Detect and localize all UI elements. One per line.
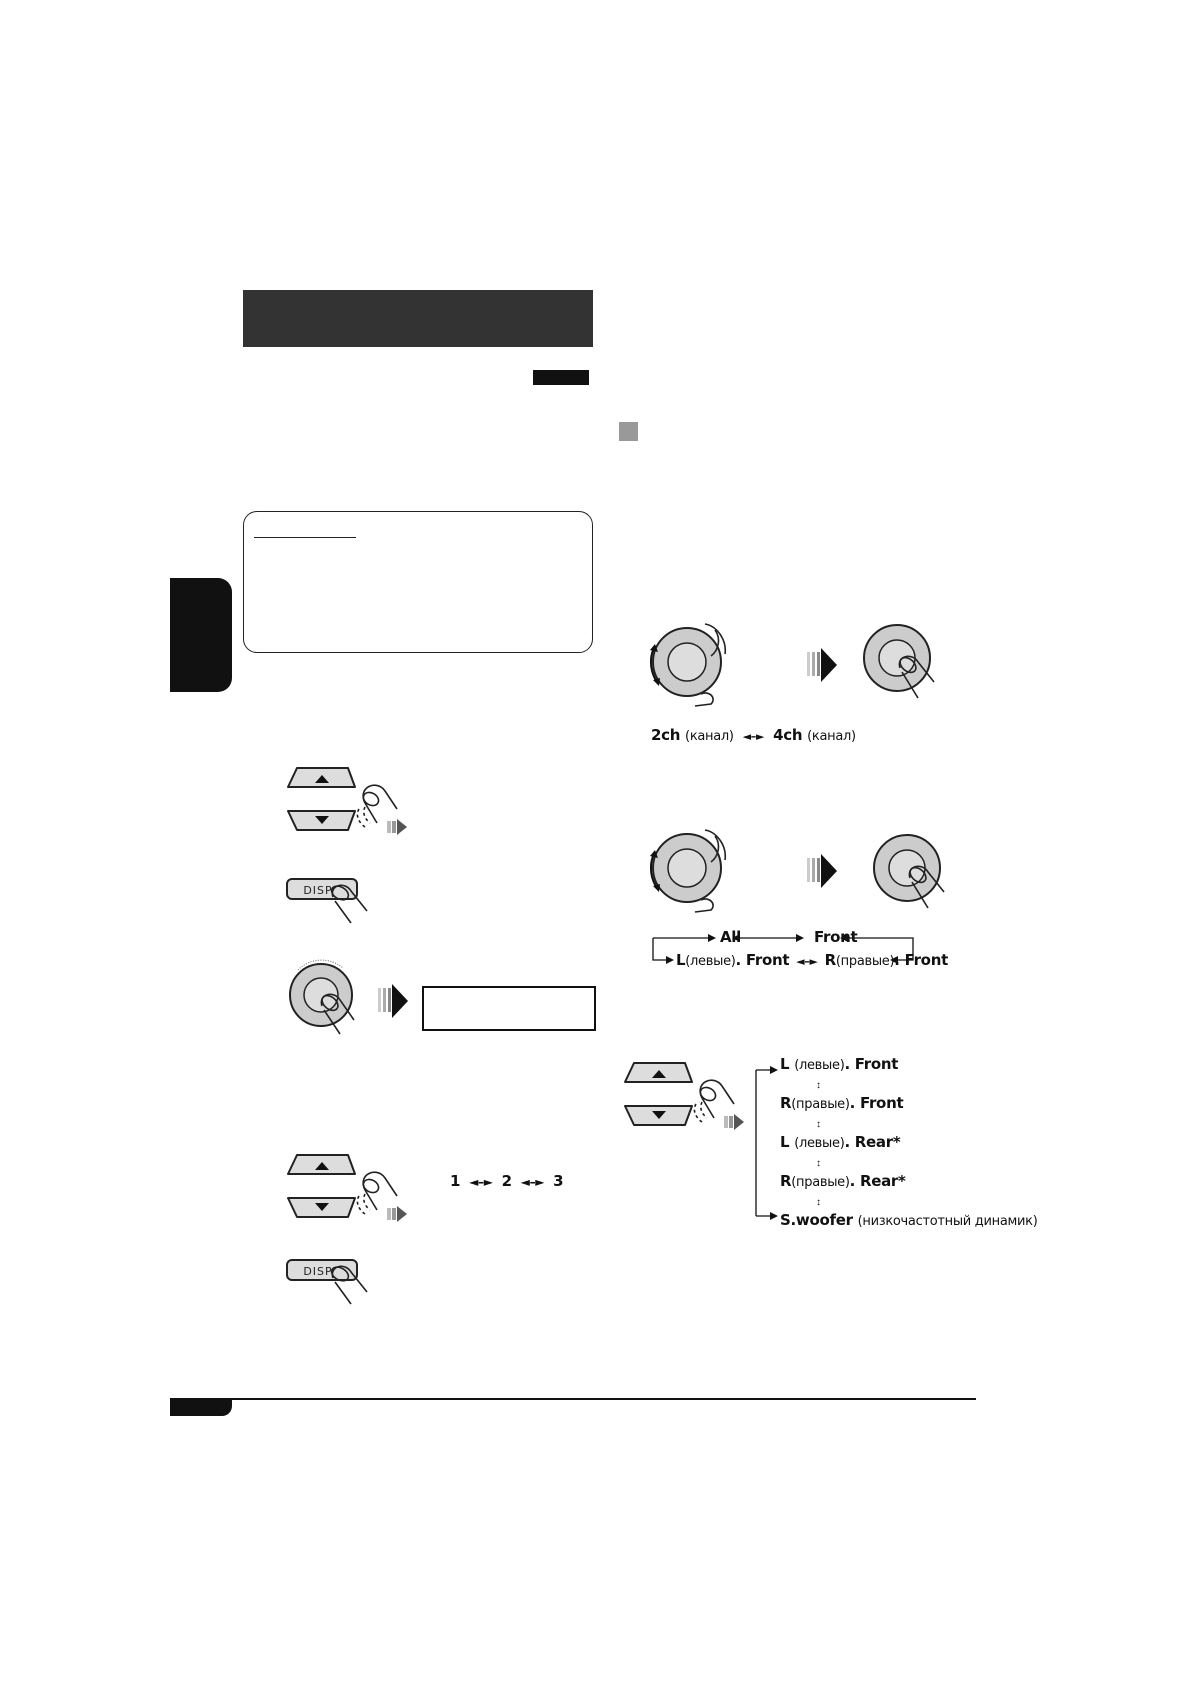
channel-2ch: 2ch xyxy=(651,726,681,744)
speaker-side: L xyxy=(780,1055,790,1073)
control-knob[interactable] xyxy=(653,628,721,696)
control-knob[interactable] xyxy=(864,625,930,691)
fader-l: L xyxy=(676,951,686,969)
disp-button-illustration-1 xyxy=(285,875,395,935)
footer-rule xyxy=(170,1398,976,1400)
section-marker-square xyxy=(619,422,638,441)
finger-icon xyxy=(357,1172,397,1214)
arrow-icon xyxy=(387,819,407,835)
up-arrow-button[interactable] xyxy=(625,1063,692,1082)
lcd-display-box xyxy=(422,986,596,1031)
speaker-asterisk: * xyxy=(892,1133,901,1151)
fader-r: R xyxy=(824,951,836,969)
up-down-buttons-illustration-1 xyxy=(285,765,425,865)
control-knob-illustration-left xyxy=(288,960,378,1040)
speaker-position: . Front xyxy=(844,1055,899,1073)
speaker-side: S.woofer xyxy=(780,1211,853,1229)
note-heading-underline xyxy=(254,537,356,538)
channel-mode-cycle xyxy=(651,726,856,744)
up-down-buttons-illustration-2 xyxy=(285,1152,425,1252)
display-cycle xyxy=(450,1172,563,1190)
arrow-icon xyxy=(807,848,843,894)
channel-4ch: 4ch xyxy=(773,726,803,744)
side-language-tab xyxy=(170,578,232,692)
updown-arrow-icon: ↕ xyxy=(816,1080,821,1091)
speaker-side: R xyxy=(780,1094,792,1112)
header-title-bar xyxy=(243,290,593,347)
speaker-note: (низкочастотный динамик) xyxy=(857,1214,1038,1229)
double-arrow-icon: ◄–► xyxy=(796,955,818,968)
channel-4ch-note: (канал) xyxy=(807,729,856,744)
disp-button[interactable] xyxy=(287,1260,357,1280)
speaker-side: L xyxy=(780,1133,790,1151)
disp-button[interactable] xyxy=(287,879,357,899)
list-item xyxy=(780,1055,990,1077)
control-knob[interactable] xyxy=(653,834,721,902)
press-knob-illustration-1 xyxy=(862,620,952,705)
up-arrow-button[interactable] xyxy=(288,768,355,787)
double-arrow-icon: ◄–► xyxy=(742,730,765,743)
rotate-knob-illustration-2 xyxy=(645,826,745,916)
list-item xyxy=(780,1094,990,1116)
arrow-icon xyxy=(387,1206,407,1222)
arrow-icon xyxy=(807,642,843,688)
cycle-value-3: 3 xyxy=(553,1172,564,1190)
speaker-list xyxy=(780,1055,1038,1233)
press-knob-illustration-2 xyxy=(872,830,962,915)
speaker-note: (правые) xyxy=(791,1097,850,1112)
fader-front: Front xyxy=(814,928,858,946)
down-arrow-button[interactable] xyxy=(288,1198,355,1217)
fader-left-front xyxy=(676,951,948,969)
fader-r-note: (правые) xyxy=(835,954,895,969)
up-down-buttons-illustration-3 xyxy=(622,1060,762,1160)
control-knob[interactable] xyxy=(290,960,352,1026)
up-arrow-button[interactable] xyxy=(288,1155,355,1174)
arrow-icon xyxy=(378,978,416,1024)
cycle-value-2: 2 xyxy=(501,1172,512,1190)
fader-all: All xyxy=(720,928,741,946)
down-arrow-button[interactable] xyxy=(288,811,355,830)
svg-text:DISP: DISP xyxy=(303,884,333,897)
header-badge xyxy=(533,370,589,385)
list-item xyxy=(780,1133,990,1155)
speaker-position: . Rear xyxy=(849,1172,899,1190)
rotate-knob-illustration-1 xyxy=(645,620,745,710)
cycle-value-1: 1 xyxy=(450,1172,461,1190)
finger-icon xyxy=(694,1080,734,1122)
list-item xyxy=(780,1211,1038,1233)
double-arrow-icon: ◄–► xyxy=(469,1175,493,1189)
down-arrow-button[interactable] xyxy=(625,1106,692,1125)
speaker-list-bracket xyxy=(750,1062,780,1222)
updown-arrow-icon: ↕ xyxy=(816,1119,821,1130)
speaker-side: R xyxy=(780,1172,792,1190)
svg-text:DISP: DISP xyxy=(303,1265,333,1278)
updown-arrow-icon: ↕ xyxy=(816,1197,821,1208)
double-arrow-icon: ◄–► xyxy=(520,1175,545,1189)
list-item xyxy=(780,1172,990,1194)
speaker-position: . Front xyxy=(849,1094,904,1112)
note-box xyxy=(243,511,593,653)
fader-l-note: (левые) xyxy=(685,954,736,969)
arrow-icon xyxy=(724,1114,744,1130)
speaker-position: . Rear xyxy=(844,1133,893,1151)
finger-icon xyxy=(357,785,397,827)
channel-2ch-note: (канал) xyxy=(685,729,734,744)
speaker-asterisk: * xyxy=(898,1172,906,1190)
fader-r-front: . Front xyxy=(894,951,948,969)
footer-page-tab xyxy=(170,1399,232,1416)
fader-l-front: . Front xyxy=(735,951,790,969)
disp-button-illustration-2 xyxy=(285,1256,395,1316)
speaker-note: (левые) xyxy=(794,1058,845,1073)
updown-arrow-icon: ↕ xyxy=(816,1158,821,1169)
speaker-note: (правые) xyxy=(791,1175,850,1190)
control-knob[interactable] xyxy=(874,835,940,901)
speaker-note: (левые) xyxy=(794,1136,845,1151)
